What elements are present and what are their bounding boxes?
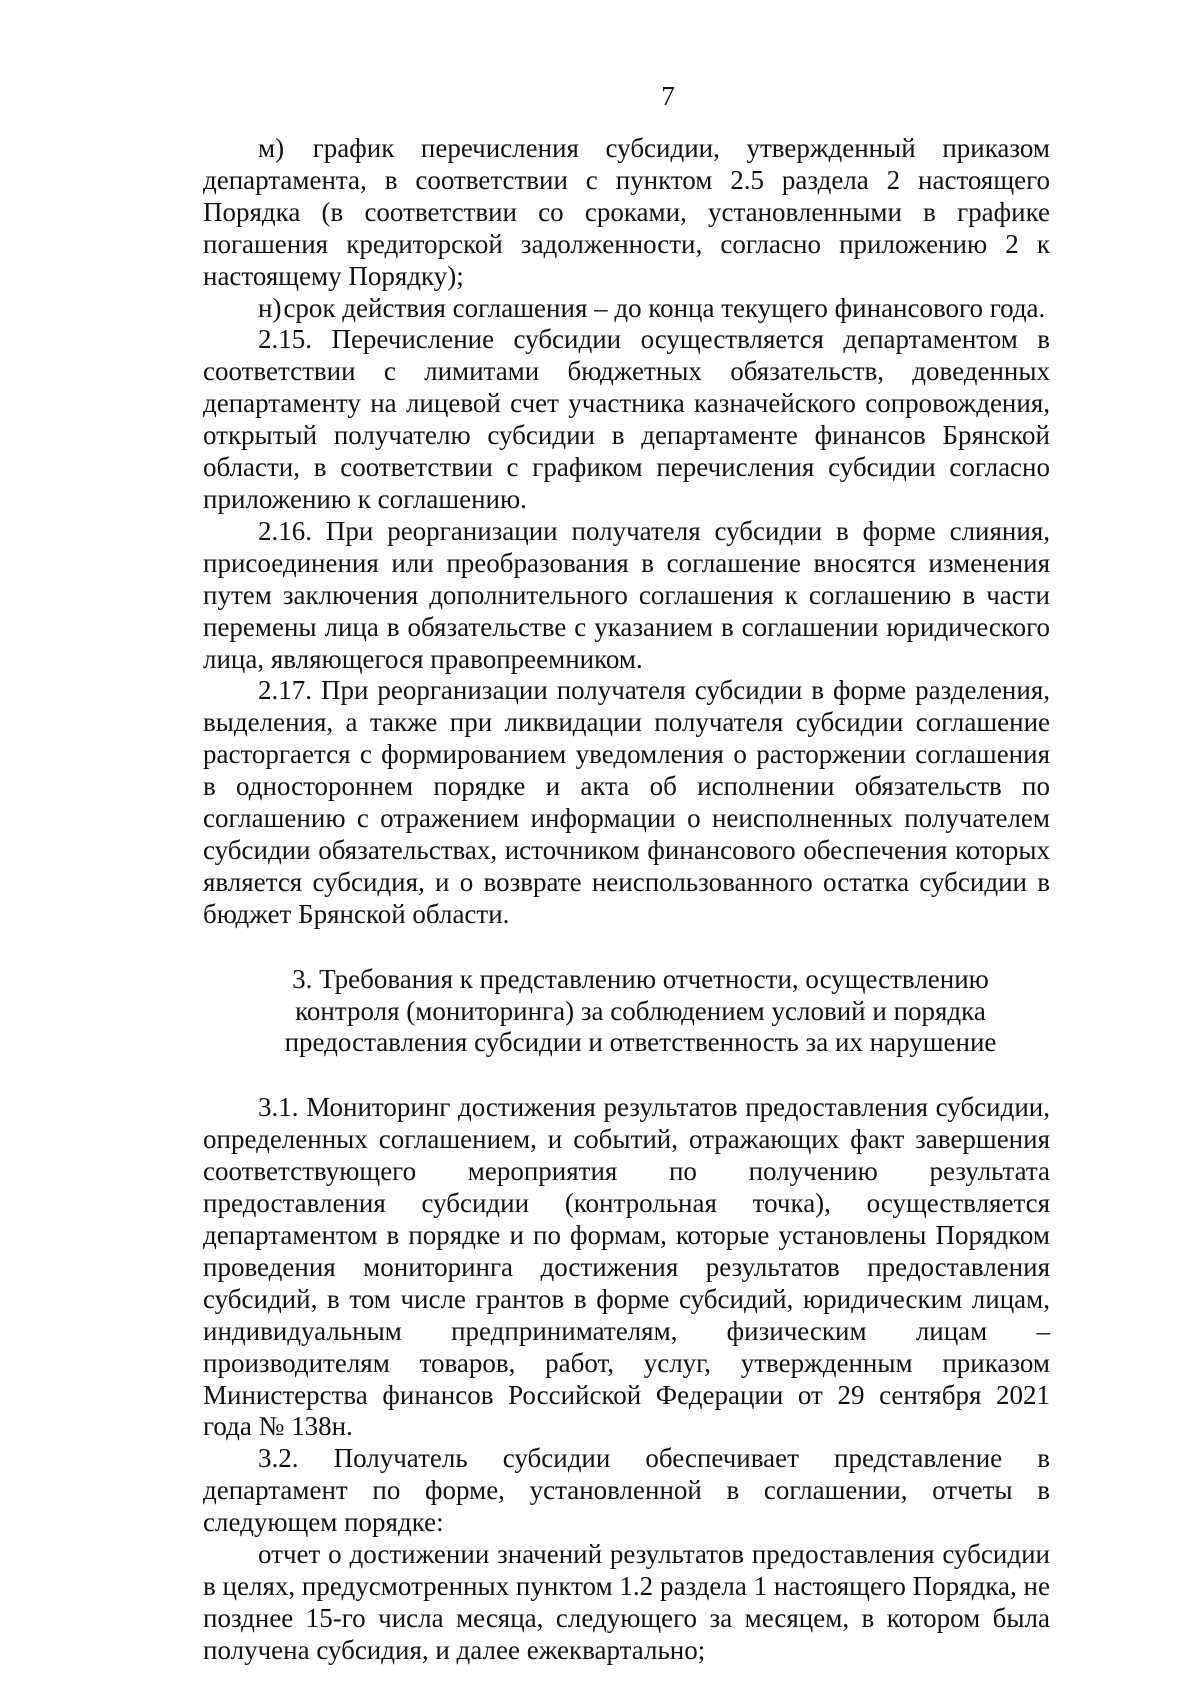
paragraph-2-17: 2.17. При реорганизации получателя субсидии в форме разделения, выделения, а также при ликвидации получателя субсидии соглашение расторгается с формированием уведомления о расторжении соглашения в одностороннем порядке и акта об исполнении обязательств по соглашению с отражением информации о неисполненных получателем субсидии обязательствах, источником финансового обеспечения которых является субсидия, и о возврате неиспользованного остатка субсидии в бюджет Брянской области. xyxy=(203,675,1050,929)
page-number: 7 xyxy=(661,81,675,111)
paragraph-2-15: 2.15. Перечисление субсидии осуществляется департаментом в соответствии с лимитами бюджетных обязательств, доведенных департаменту на лицевой счет участника казначейского сопровождения, открытый получателю субсидии в департаменте финансов Брянской области, в соответствии с графиком перечисления субсидии согласно приложению к соглашению. xyxy=(203,324,1050,514)
section-3-heading: 3. Требования к представлению отчетности, осуществлению контроля (мониторинга) за соблюдением условий и порядка предоставления субсидии и ответственность за их нарушение xyxy=(284,963,997,1058)
list-marker-m: м) xyxy=(258,133,285,163)
paragraph-3-1: 3.1. Мониторинг достижения результатов предоставления субсидии, определенных соглашением, и событий, отражающих факт завершения соответствующего мероприятия по получению результата предоставления субсидии (контрольная точка), осуществляется департаментом в порядке и по формам, которые установлены Порядком проведения мониторинга достижения результатов предоставления субсидий, в том числе грантов в форме субсидий, юридическим лицам, индивидуальным предпринимателям, физическим лицам – производителям товаров, работ, услуг, утвержденным приказом Министерства финансов Российской Федерации от 29 сентября 2021 года № 138н. xyxy=(203,1092,1050,1442)
paragraph-3-2: 3.2. Получатель субсидии обеспечивает представление в департамент по форме, установленной в соглашении, отчеты в следующем порядке: xyxy=(203,1443,1050,1538)
list-marker-n: н) xyxy=(258,292,282,323)
document-body xyxy=(203,133,1050,1667)
list-item-n-text: срок действия соглашения – до конца текущего финансового года. xyxy=(283,292,1046,323)
paragraph-2-16: 2.16. При реорганизации получателя субсидии в форме слияния, присоединения или преобразования в соглашение вносятся изменения путем заключения дополнительного соглашения к соглашению в части перемены лица в обязательстве с указанием в соглашении юридического лица, являющегося правопреемником. xyxy=(203,515,1050,674)
list-item-n xyxy=(203,293,1050,325)
report-requirement-item: отчет о достижении значений результатов предоставления субсидии в целях, предусмотренных пунктом 1.2 раздела 1 настоящего Порядка, не позднее 15-го числа месяца, следующего за месяцем, в котором была получена субсидия, и далее ежеквартально; xyxy=(203,1539,1050,1665)
list-item-m-text: график перечисления субсидии, утвержденный приказом департамента, в соответствии с пунктом 2.5 раздела 2 настоящего Порядка (в соответствии со сроками, установленными в графике погашения кредиторской задолженности, согласно приложению 2 к настоящему Порядку); xyxy=(203,133,1051,291)
list-item-m xyxy=(203,133,1050,293)
